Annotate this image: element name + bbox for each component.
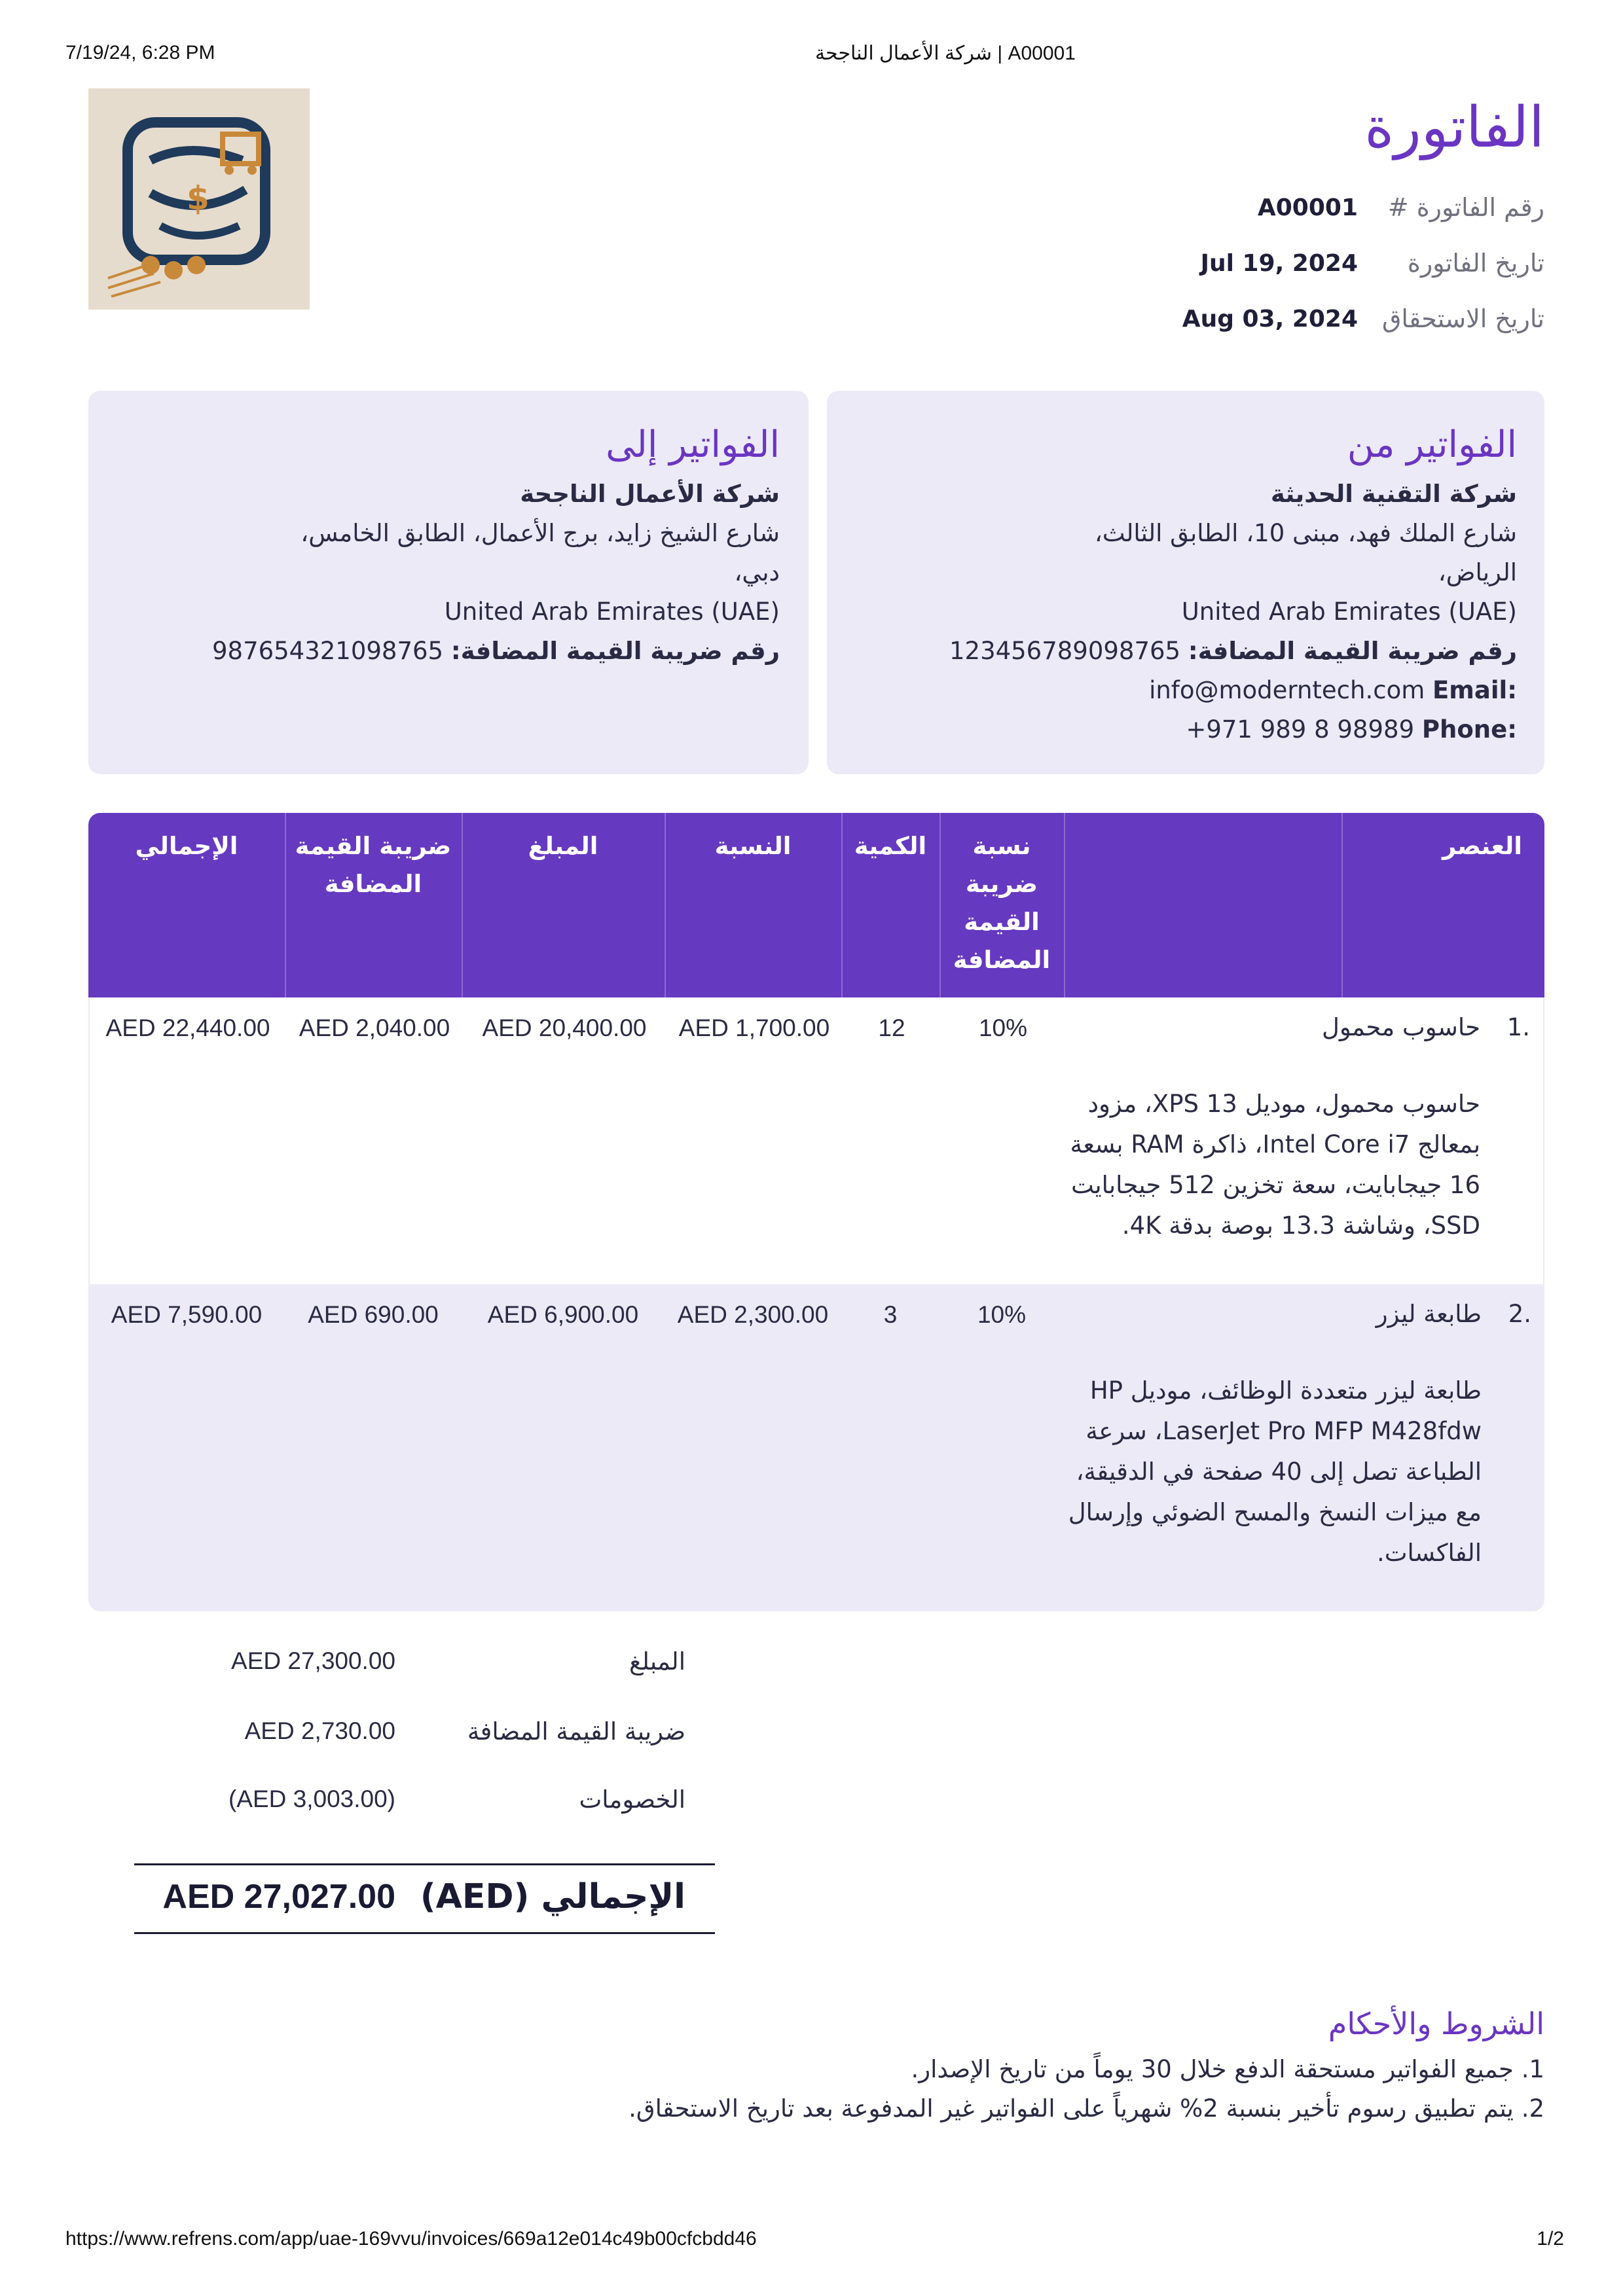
billed-by-address-2: الرياض، [1438, 558, 1517, 586]
row-index: 1. [1506, 1013, 1530, 1041]
invoice-number: A00001 [1257, 194, 1358, 221]
totals-amount-label: المبلغ [629, 1647, 685, 1676]
print-page-number: 1/2 [1537, 2228, 1564, 2250]
billed-to-vat-label: رقم ضريبة القيمة المضافة: [450, 637, 780, 665]
billed-by-phone-value: +971 989 8 98989 [1186, 715, 1415, 744]
logo-image [88, 88, 310, 310]
invoice-due-label: تاريخ الاستحقاق [1381, 304, 1544, 333]
billed-by-heading: الفواتير من [1347, 423, 1517, 466]
row-item-name: حاسوب محمول [1322, 1013, 1480, 1041]
terms-heading: الشروط والأحكام [1328, 2006, 1544, 2041]
billed-by-card [827, 391, 1544, 774]
print-doc-title: شركة الأعمال الناجحة | A00001 [815, 43, 1076, 64]
th-vat-rate: نسبة ضريبة القيمة المضافة [953, 832, 1051, 974]
billed-to-address-2: دبي، [734, 558, 780, 586]
billed-by-phone-label: Phone: [1421, 715, 1517, 744]
th-qty: الكمية [854, 832, 927, 860]
billed-by-address-1: شارع الملك فهد، مبنى 10، الطابق الثالث، [1094, 519, 1517, 547]
th-amount: المبلغ [528, 832, 598, 860]
billed-to-vat-number: 987654321098765 [211, 637, 444, 665]
billed-by-email-value[interactable]: info@moderntech.com [1149, 676, 1425, 704]
header-divider [1064, 813, 1065, 997]
table-row [88, 1284, 1544, 1611]
row-index: 2. [1508, 1300, 1531, 1328]
invoice-title: الفاتورة [1364, 95, 1544, 160]
billed-by-country: United Arab Emirates (UAE) [1181, 598, 1517, 626]
th-rate: النسبة [714, 832, 792, 860]
row-vat-rate: 10% [978, 1014, 1028, 1041]
billed-to-address-1: شارع الشيخ زايد، برج الأعمال، الطابق الخامس، [301, 519, 780, 547]
billed-by-vat-label: رقم ضريبة القيمة المضافة: [1188, 637, 1517, 665]
totals-divider-top [134, 1863, 715, 1865]
print-url[interactable]: https://www.refrens.com/app/uae-169vvu/invoices/669a12e014c49b00cfcbdd46 [65, 2228, 757, 2250]
row-qty: 12 [878, 1014, 905, 1041]
term-item: 2. يتم تطبيق رسوم تأخير بنسبة 2% شهرياً على الفواتير غير المدفوعة بعد تاريخ الاستحقاق. [629, 2094, 1544, 2123]
table-row [88, 997, 1544, 1284]
row-rate: AED 1,700.00 [678, 1014, 830, 1041]
th-item: العنصر [1442, 832, 1522, 860]
row-total: AED 7,590.00 [111, 1301, 263, 1328]
totals-vat-label: ضريبة القيمة المضافة [467, 1717, 685, 1746]
row-amount: AED 6,900.00 [487, 1301, 639, 1328]
totals-discount: (AED 3,003.00) [228, 1785, 395, 1812]
grand-total-label: الإجمالي (AED) [420, 1877, 685, 1916]
billed-to-company: شركة الأعمال الناجحة [520, 480, 780, 508]
billed-to-heading: الفواتير إلى [606, 423, 780, 466]
term-item: 1. جميع الفواتير مستحقة الدفع خلال 30 يوماً من تاريخ الإصدار. [911, 2055, 1544, 2083]
totals-discount-label: الخصومات [579, 1785, 685, 1814]
row-total: AED 22,440.00 [105, 1014, 270, 1041]
row-item-description: طابعة ليزر متعددة الوظائف، موديل HP LaserJet Pro MFP M428fdw، سرعة الطباعة تصل إلى 40 صفحة في الدقيقة، مع ميزات النسخ والمسح الضوئي وإرسال الفاكسات. [1068, 1376, 1482, 1567]
row-vat: AED 690.00 [308, 1301, 439, 1328]
billed-by-email [856, 671, 1517, 710]
svg-text:$: $ [187, 179, 210, 217]
th-total: الإجمالي [135, 832, 238, 860]
grand-total: AED 27,027.00 [162, 1878, 395, 1916]
billed-to-card [88, 391, 809, 774]
invoice-number-label: رقم الفاتورة # [1387, 193, 1544, 222]
company-logo [88, 88, 310, 310]
billed-by-email-label: Email: [1432, 676, 1517, 704]
totals-divider-bottom [134, 1932, 715, 1934]
totals-vat: AED 2,730.00 [244, 1717, 395, 1744]
billed-by-company: شركة التقنية الحديثة [1270, 480, 1517, 508]
row-vat: AED 2,040.00 [299, 1014, 450, 1041]
row-item-description: حاسوب محمول، موديل XPS 13، مزود بمعالج Intel Core i7، ذاكرة RAM بسعة 16 جيجابايت، سعة تخزين 512 جيجابايت SSD، وشاشة 13.3 بوصة بدقة 4K. [1070, 1090, 1480, 1240]
billed-by-vat-number: 123456789098765 [949, 637, 1181, 665]
row-qty: 3 [883, 1301, 898, 1328]
row-amount: AED 20,400.00 [482, 1014, 647, 1041]
th-vat: ضريبة القيمة المضافة [295, 832, 452, 898]
billed-by-vat [856, 632, 1517, 671]
billed-by-phone [856, 710, 1517, 749]
invoice-date: Jul 19, 2024 [1200, 250, 1358, 277]
header-divider [1341, 813, 1343, 997]
invoice-due: Aug 03, 2024 [1182, 306, 1358, 332]
billed-to-vat [119, 632, 780, 671]
row-rate: AED 2,300.00 [677, 1301, 829, 1328]
items-table-header [88, 813, 1544, 997]
row-item-name: طابعة ليزر [1376, 1300, 1482, 1328]
print-datetime: 7/19/24, 6:28 PM [65, 42, 215, 63]
row-vat-rate: 10% [977, 1301, 1027, 1328]
invoice-date-label: تاريخ الفاتورة [1407, 249, 1544, 278]
totals-amount: AED 27,300.00 [231, 1647, 395, 1674]
billed-to-country: United Arab Emirates (UAE) [444, 598, 780, 626]
